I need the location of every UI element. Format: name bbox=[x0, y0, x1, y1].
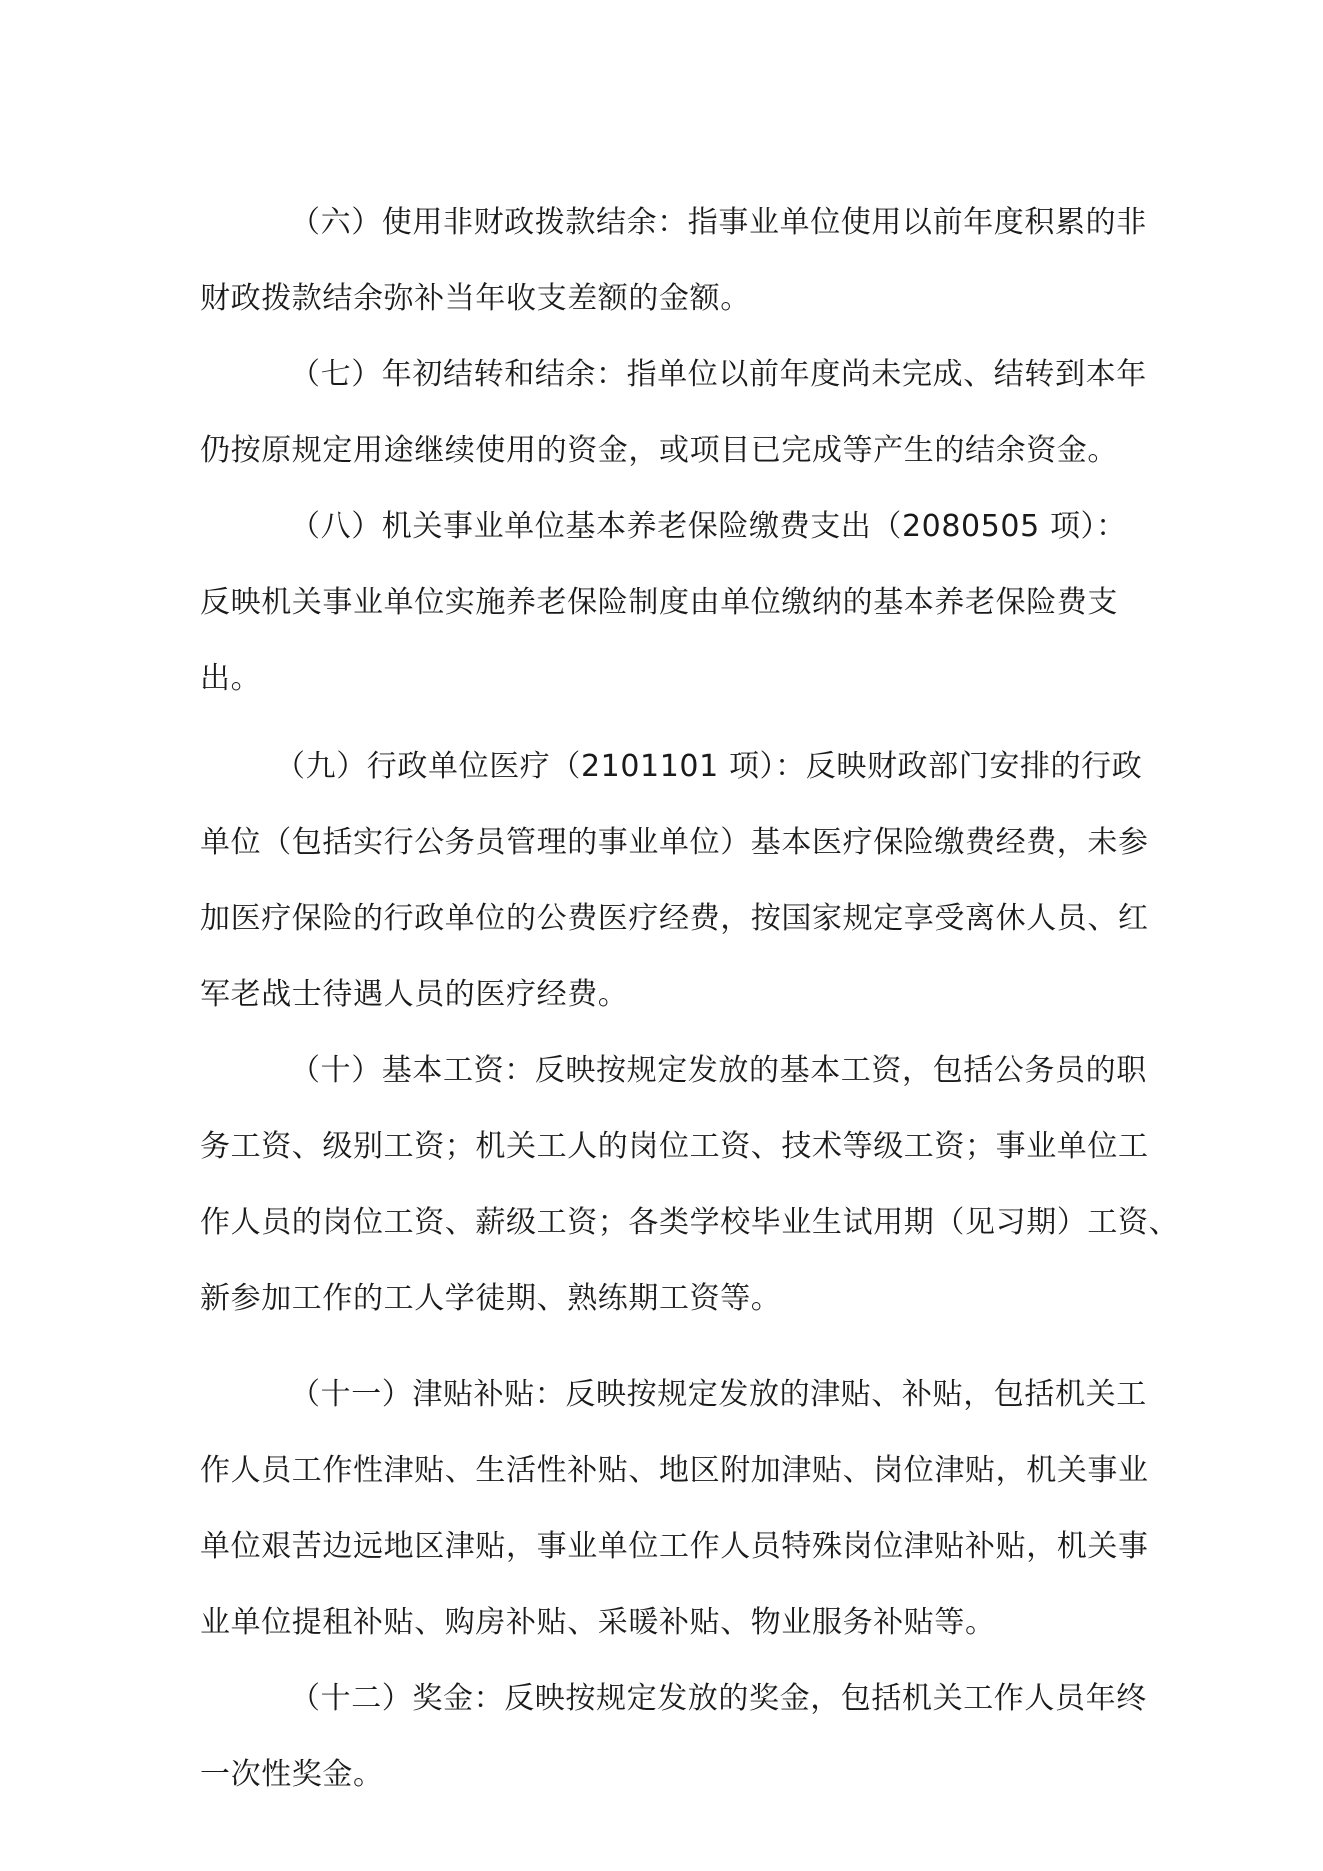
paragraph-line: （十二）奖金：反映按规定发放的奖金，包括机关工作人员年终 bbox=[290, 1681, 1147, 1716]
paragraph-nine bbox=[200, 729, 1149, 1033]
paragraph-line: （九）行政单位医疗（2101101 项）：反映财政部门安排的行政 bbox=[275, 749, 1143, 784]
paragraph-line: （十）基本工资：反映按规定发放的基本工资，包括公务员的职 bbox=[290, 1053, 1147, 1088]
paragraph-line: 一次性奖金。 bbox=[200, 1757, 384, 1792]
paragraph-line: 务工资、级别工资；机关工人的岗位工资、技术等级工资；事业单位工 bbox=[200, 1129, 1149, 1164]
paragraph-line: 仍按原规定用途继续使用的资金，或项目已完成等产生的结余资金。 bbox=[200, 433, 1118, 468]
paragraph-ten bbox=[200, 1033, 1180, 1337]
document-body bbox=[200, 185, 1180, 1813]
paragraph-eight bbox=[200, 489, 1140, 717]
paragraph-line: 反映机关事业单位实施养老保险制度由单位缴纳的基本养老保险费支 bbox=[200, 585, 1118, 620]
paragraph-line: （八）机关事业单位基本养老保险缴费支出（2080505 项）： bbox=[290, 509, 1127, 544]
paragraph-line: 作人员的岗位工资、薪级工资；各类学校毕业生试用期（见习期）工资、 bbox=[200, 1205, 1180, 1240]
paragraph-six bbox=[200, 185, 1147, 337]
paragraph-line: 业单位提租补贴、购房补贴、采暖补贴、物业服务补贴等。 bbox=[200, 1605, 996, 1640]
paragraph-seven bbox=[200, 337, 1147, 489]
paragraph-eleven bbox=[200, 1357, 1149, 1661]
paragraph-line: 财政拨款结余弥补当年收支差额的金额。 bbox=[200, 281, 751, 316]
paragraph-line: 加医疗保险的行政单位的公费医疗经费，按国家规定享受离休人员、红 bbox=[200, 901, 1149, 936]
paragraph-line: （七）年初结转和结余：指单位以前年度尚未完成、结转到本年 bbox=[290, 357, 1147, 392]
paragraph-line: 军老战士待遇人员的医疗经费。 bbox=[200, 977, 629, 1012]
paragraph-twelve bbox=[200, 1661, 1147, 1813]
paragraph-line: 新参加工作的工人学徒期、熟练期工资等。 bbox=[200, 1281, 782, 1316]
paragraph-line: 出。 bbox=[200, 661, 262, 696]
paragraph-line: （十一）津贴补贴：反映按规定发放的津贴、补贴，包括机关工 bbox=[290, 1377, 1147, 1412]
paragraph-line: （六）使用非财政拨款结余：指事业单位使用以前年度积累的非 bbox=[290, 205, 1147, 240]
paragraph-line: 单位（包括实行公务员管理的事业单位）基本医疗保险缴费经费，未参 bbox=[200, 825, 1149, 860]
paragraph-line: 作人员工作性津贴、生活性补贴、地区附加津贴、岗位津贴，机关事业 bbox=[200, 1453, 1149, 1488]
paragraph-line: 单位艰苦边远地区津贴，事业单位工作人员特殊岗位津贴补贴，机关事 bbox=[200, 1529, 1149, 1564]
